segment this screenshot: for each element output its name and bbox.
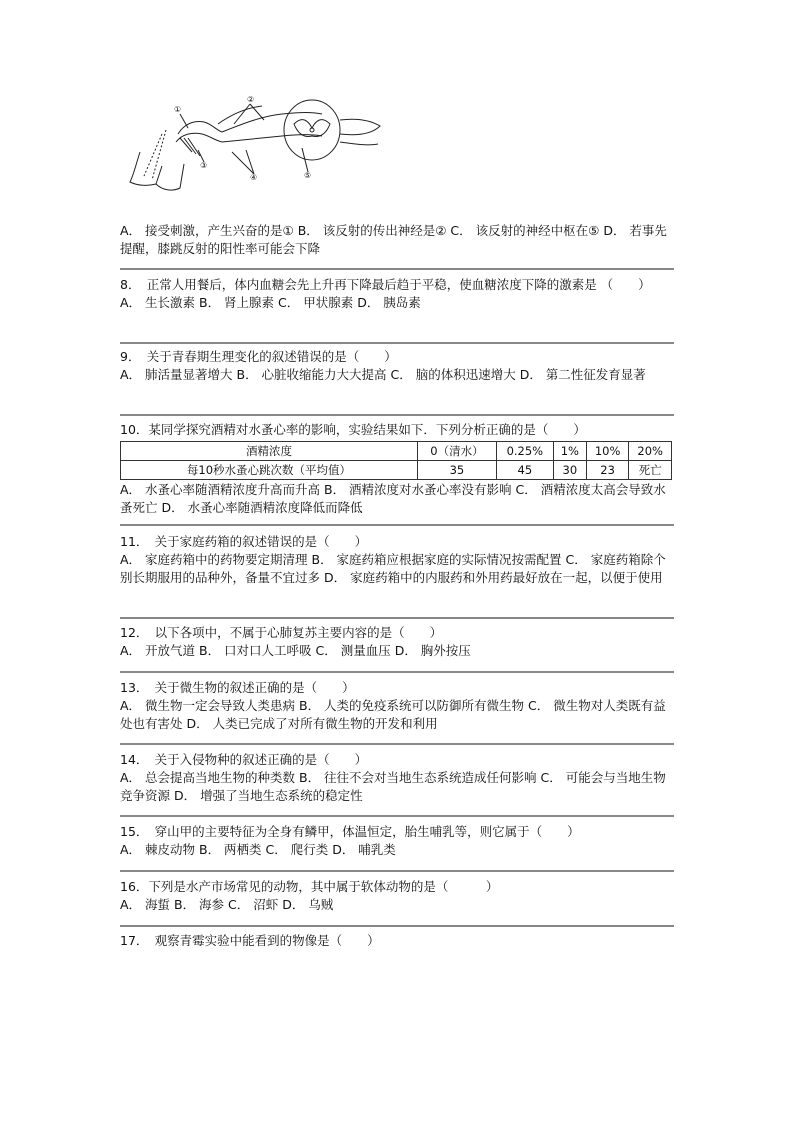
question-13-options: A． 微生物一定会导致人类患病 B． 人类的免疫系统可以防御所有微生物 C． 微生物对人类既有益处也有害处 D． 人类已完成了对所有微生物的开发和利用 bbox=[120, 698, 666, 731]
experiment-table bbox=[120, 441, 672, 480]
table-cell: 23 bbox=[586, 461, 629, 480]
question-11 bbox=[120, 533, 676, 587]
divider bbox=[120, 414, 674, 416]
divider bbox=[120, 342, 674, 344]
table-row bbox=[121, 461, 672, 480]
figure-label-2: ② bbox=[247, 95, 255, 104]
divider bbox=[120, 925, 674, 927]
question-8 bbox=[120, 276, 676, 312]
question-11-stem: 11． 关于家庭药箱的叙述错误的是（ ） bbox=[120, 534, 368, 549]
table-cell: 酒精浓度 bbox=[121, 442, 418, 461]
question-17-stem: 17． 观察青霉实验中能看到的物像是（ ） bbox=[120, 933, 380, 948]
question-14-stem: 14． 关于入侵物种的叙述正确的是（ ） bbox=[120, 752, 368, 767]
question-10-stem: 10．某同学探究酒精对水蚤心率的影响，实验结果如下．下列分析正确的是（ ） bbox=[120, 422, 586, 437]
question-9 bbox=[120, 348, 676, 384]
question-12-stem: 12． 以下各项中，不属于心肺复苏主要内容的是（ ） bbox=[120, 625, 443, 640]
question-11-options: A． 家庭药箱中的药物要定期清理 B． 家庭药箱应根据家庭的实际情况按需配置 C． 家庭药箱除个别长期服用的品种外，备量不宜过多 D． 家庭药箱中的内服药和外用药最好放在一起，以便于使用 bbox=[120, 552, 666, 585]
question-12-options: A． 开放气道 B． 口对口人工呼吸 C． 测量血压 D． 胸外按压 bbox=[120, 643, 471, 658]
figure-label-3: ③ bbox=[200, 161, 208, 170]
question-16 bbox=[120, 878, 676, 914]
table-cell: 每10秒水蚤心跳次数（平均值） bbox=[121, 461, 418, 480]
figure-label-5: ⑤ bbox=[304, 171, 312, 180]
question-15-stem: 15． 穿山甲的主要特征为全身有鳞甲，体温恒定，胎生哺乳等，则它属于（ ） bbox=[120, 824, 580, 839]
question-13 bbox=[120, 679, 676, 733]
question-14-options: A． 总会提高当地生物的种类数 B． 往往不会对当地生态系统造成任何影响 C． 可能会与当地生物竞争资源 D． 增强了当地生态系统的稳定性 bbox=[120, 770, 666, 803]
table-cell: 0.25% bbox=[496, 442, 553, 461]
question-13-stem: 13． 关于微生物的叙述正确的是（ ） bbox=[120, 680, 355, 695]
divider bbox=[120, 870, 674, 872]
question-16-stem: 16．下列是水产市场常见的动物，其中属于软体动物的是（ ） bbox=[120, 879, 499, 894]
question-7 bbox=[120, 222, 676, 258]
question-8-options: A． 生长激素 B． 肾上腺素 C． 甲状腺素 D． 胰岛素 bbox=[120, 295, 421, 310]
question-16-options: A． 海蜇 B． 海参 C． 沼虾 D． 乌贼 bbox=[120, 897, 334, 912]
divider bbox=[120, 671, 674, 673]
question-15-options: A． 棘皮动物 B． 两栖类 C． 爬行类 D． 哺乳类 bbox=[120, 842, 396, 857]
question-17 bbox=[120, 932, 676, 950]
question-9-stem: 9． 关于青春期生理变化的叙述错误的是（ ） bbox=[120, 349, 397, 364]
table-cell: 1% bbox=[553, 442, 586, 461]
divider bbox=[120, 815, 674, 817]
figure-label-1: ① bbox=[174, 105, 182, 114]
question-9-options: A． 肺活量显著增大 B． 心脏收缩能力大大提高 C． 脑的体积迅速增大 D． 第二性征发育显著 bbox=[120, 367, 646, 382]
divider bbox=[120, 617, 674, 619]
question-10 bbox=[120, 421, 676, 517]
table-cell: 死亡 bbox=[629, 461, 672, 480]
divider bbox=[120, 268, 674, 270]
figure-label-4: ④ bbox=[250, 173, 258, 182]
divider bbox=[120, 524, 674, 526]
table-cell: 35 bbox=[418, 461, 497, 480]
question-12 bbox=[120, 624, 676, 660]
question-15 bbox=[120, 823, 676, 859]
table-cell: 30 bbox=[553, 461, 586, 480]
knee-jerk-reflex-diagram bbox=[122, 94, 382, 196]
table-row bbox=[121, 442, 672, 461]
question-7-options: A． 接受刺激，产生兴奋的是① B． 该反射的传出神经是② C． 该反射的神经中枢在⑤ D． 若事先提醒，膝跳反射的阳性率可能会下降 bbox=[120, 223, 667, 256]
table-cell: 0（清水） bbox=[418, 442, 497, 461]
table-cell: 45 bbox=[496, 461, 553, 480]
table-cell: 10% bbox=[586, 442, 629, 461]
question-8-stem: 8． 正常人用餐后，体内血糖会先上升再下降最后趋于平稳，使血糖浓度下降的激素是 （ ） bbox=[120, 277, 651, 292]
divider bbox=[120, 743, 674, 745]
question-14 bbox=[120, 751, 676, 805]
question-10-options: A． 水蚤心率随酒精浓度升高而升高 B． 酒精浓度对水蚤心率没有影响 C． 酒精浓度太高会导致水蚤死亡 D． 水蚤心率随酒精浓度降低而降低 bbox=[120, 482, 666, 515]
table-cell: 20% bbox=[629, 442, 672, 461]
